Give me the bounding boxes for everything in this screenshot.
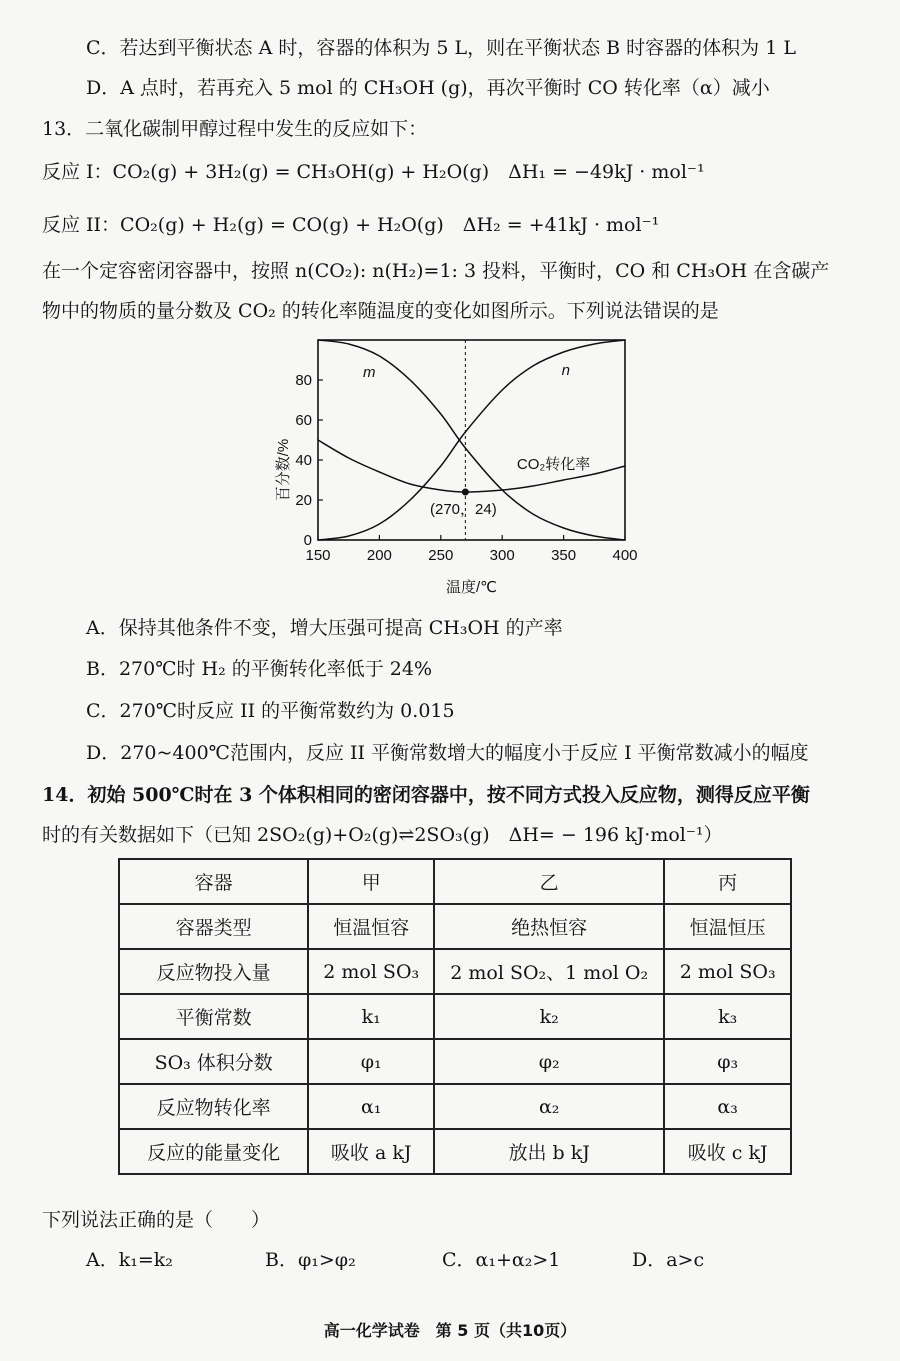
page-footer: 高一化学试卷 第 5 页（共10页） — [323, 1321, 577, 1340]
table-cell: 反应的能量变化 — [119, 1129, 308, 1174]
table-cell: k₁ — [308, 994, 434, 1039]
x-axis-label: 温度/℃ — [445, 579, 498, 596]
table-row — [119, 1084, 791, 1129]
series-label-co2: CO₂转化率 — [516, 456, 591, 473]
prev-option-d: D．A 点时，若再充入 5 mol 的 CH₃OH (g)，再次平衡时 CO 转化率（α）减小 — [86, 77, 770, 99]
table-cell: φ₃ — [664, 1039, 791, 1084]
x-tick-label: 350 — [551, 547, 577, 564]
q14-option-c: C．α₁+α₂>1 — [442, 1249, 561, 1271]
x-tick-label: 250 — [428, 547, 454, 564]
table-cell: α₃ — [664, 1084, 791, 1129]
table-cell: k₃ — [664, 994, 791, 1039]
q14-stem-1: 14．初始 500℃时在 3 个体积相同的密闭容器中，按不同方式投入反应物，测得反应平衡 — [42, 784, 810, 806]
x-tick-label: 150 — [305, 547, 331, 564]
q14-table — [118, 858, 792, 1175]
table-cell: 2 mol SO₃ — [664, 949, 791, 994]
table-row — [119, 859, 791, 904]
chart-svg — [270, 330, 650, 605]
table-header-cell: 甲 — [308, 859, 434, 904]
x-tick-label: 300 — [489, 547, 515, 564]
q13-option-d: D．270~400℃范围内，反应 II 平衡常数增大的幅度小于反应 I 平衡常数减小的幅度 — [86, 742, 809, 764]
x-tick-label: 200 — [366, 547, 392, 564]
y-tick-label: 80 — [295, 372, 312, 389]
table-cell: 容器类型 — [119, 904, 308, 949]
q13-option-c: C．270℃时反应 II 的平衡常数约为 0.015 — [86, 700, 455, 722]
q13-description-2: 物中的物质的量分数及 CO₂ 的转化率随温度的变化如图所示。下列说法错误的是 — [42, 300, 719, 322]
table-cell: SO₃ 体积分数 — [119, 1039, 308, 1084]
data-point-270 — [462, 489, 469, 496]
table-row — [119, 1039, 791, 1084]
table-cell: 放出 b kJ — [434, 1129, 664, 1174]
q14-question: 下列说法正确的是（ ） — [42, 1209, 271, 1231]
q13-option-b: B．270℃时 H₂ 的平衡转化率低于 24% — [86, 658, 433, 680]
table-cell: 反应物转化率 — [119, 1084, 308, 1129]
q13-description-1: 在一个定容密闭容器中，按照 n(CO₂): n(H₂)=1: 3 投料，平衡时，CO 和 CH₃OH 在含碳产 — [42, 260, 830, 282]
q14-option-a: A．k₁=k₂ — [86, 1249, 173, 1271]
table-cell: 绝热恒容 — [434, 904, 664, 949]
table-row — [119, 1129, 791, 1174]
table-cell: α₁ — [308, 1084, 434, 1129]
x-tick-label: 400 — [612, 547, 638, 564]
y-tick-label: 20 — [295, 492, 312, 509]
table-cell: α₂ — [434, 1084, 664, 1129]
table-cell: 平衡常数 — [119, 994, 308, 1039]
table-cell: 吸收 a kJ — [308, 1129, 434, 1174]
table-cell: 吸收 c kJ — [664, 1129, 791, 1174]
table-header-cell: 乙 — [434, 859, 664, 904]
table-cell: φ₁ — [308, 1039, 434, 1084]
table-cell: 反应物投入量 — [119, 949, 308, 994]
table-row — [119, 949, 791, 994]
prev-option-c: C．若达到平衡状态 A 时，容器的体积为 5 L，则在平衡状态 B 时容器的体积为 1 L — [86, 37, 796, 59]
q14-option-b: B．φ₁>φ₂ — [265, 1249, 356, 1271]
q13-reaction-2: 反应 II：CO₂(g) + H₂(g) = CO(g) + H₂O(g) ΔH₂ = +41kJ · mol⁻¹ — [42, 214, 660, 236]
q13-stem: 13．二氧化碳制甲醇过程中发生的反应如下： — [42, 118, 428, 140]
q13-chart — [270, 330, 650, 605]
series-label-n: n — [561, 362, 570, 379]
y-tick-label: 0 — [303, 532, 312, 549]
table-cell: 2 mol SO₃ — [308, 949, 434, 994]
q14-option-d: D．a>c — [632, 1249, 705, 1271]
table-header-cell: 丙 — [664, 859, 791, 904]
y-axis-label: 百分数/% — [275, 438, 292, 502]
table-header-cell: 容器 — [119, 859, 308, 904]
table-cell: 2 mol SO₂、1 mol O₂ — [434, 949, 664, 994]
table-cell: k₂ — [434, 994, 664, 1039]
q14-stem-2: 时的有关数据如下（已知 2SO₂(g)+O₂(g)⇌2SO₃(g) ΔH= − 196 kJ·mol⁻¹） — [42, 824, 723, 846]
y-tick-label: 60 — [295, 412, 312, 429]
table-cell: 恒温恒压 — [664, 904, 791, 949]
q13-option-a: A．保持其他条件不变，增大压强可提高 CH₃OH 的产率 — [86, 617, 563, 639]
point-label: (270，24) — [430, 501, 497, 518]
q13-reaction-1: 反应 I：CO₂(g) + 3H₂(g) = CH₃OH(g) + H₂O(g) ΔH₁ = −49kJ · mol⁻¹ — [42, 161, 705, 183]
series-label-m: m — [363, 364, 376, 381]
table-row — [119, 994, 791, 1039]
table-cell: 恒温恒容 — [308, 904, 434, 949]
table-row — [119, 904, 791, 949]
table-cell: φ₂ — [434, 1039, 664, 1084]
y-tick-label: 40 — [295, 452, 312, 469]
